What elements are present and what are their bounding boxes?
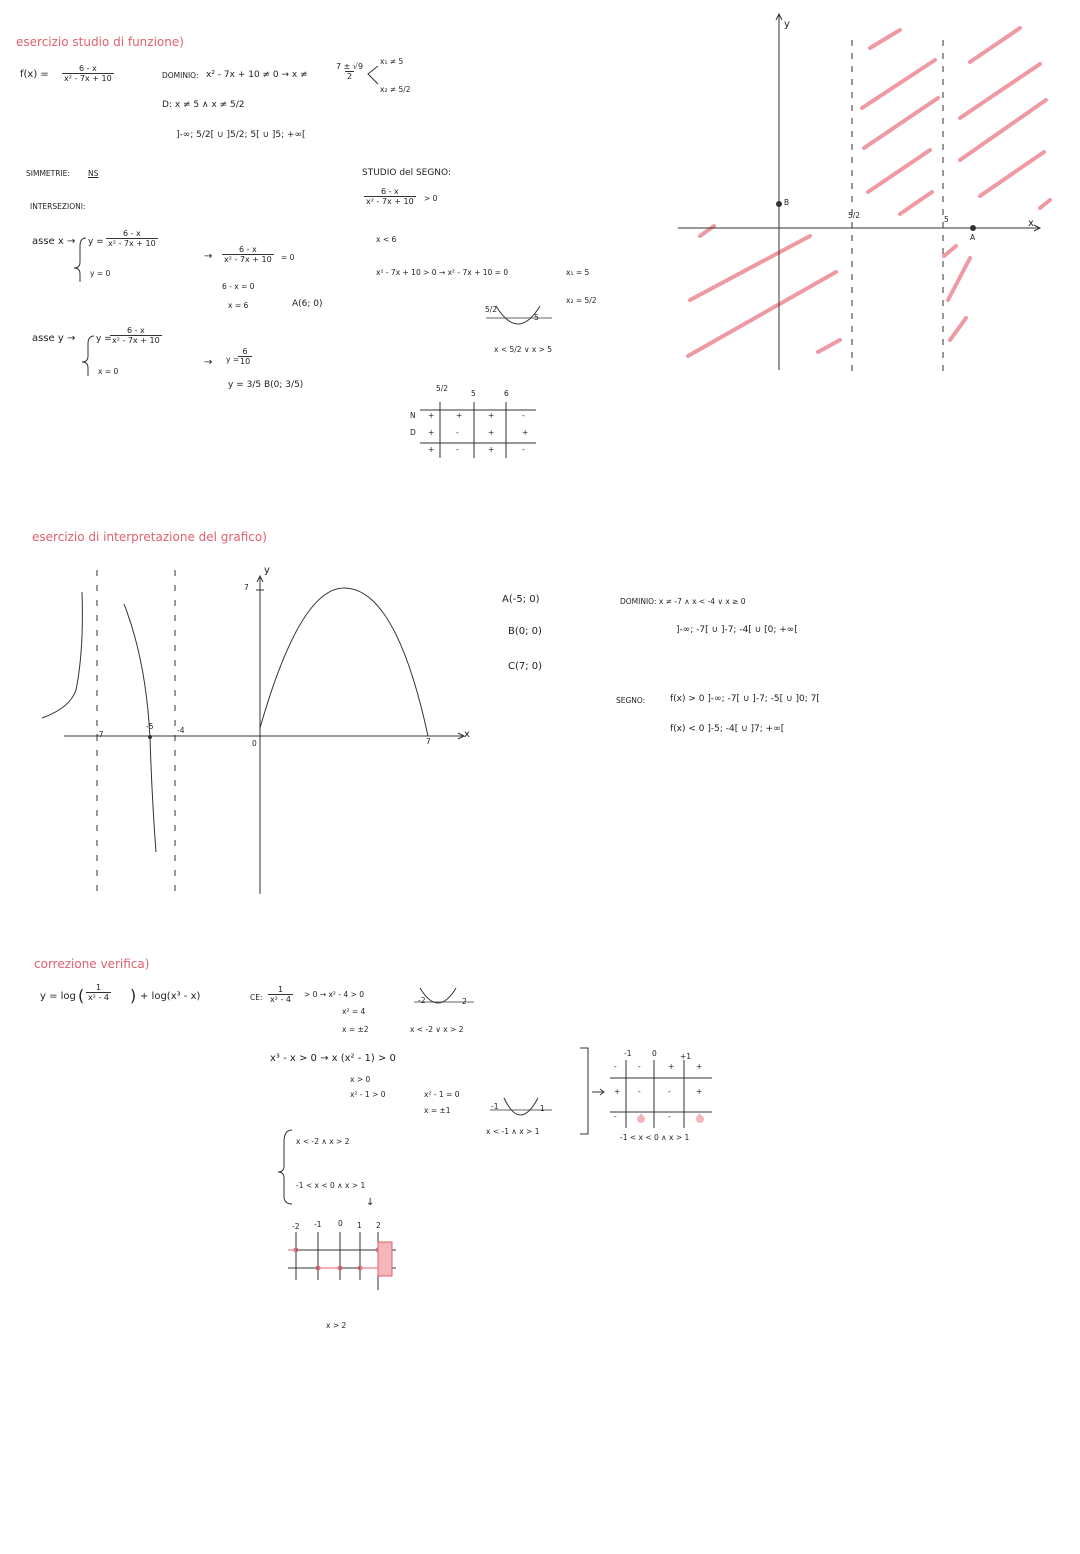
tab2-solution: -1 < x < 0 ∧ x > 1 xyxy=(620,1133,690,1142)
arrow-icon xyxy=(592,1089,604,1095)
simmetrie-label: SIMMETRIE: xyxy=(26,169,70,178)
table-cell: + xyxy=(668,1062,675,1071)
bracket xyxy=(580,1048,588,1134)
num-head: 1 xyxy=(357,1221,362,1230)
table-cell: + xyxy=(522,428,529,437)
tab2-head: +1 xyxy=(680,1052,692,1061)
paren-close: ) xyxy=(130,986,137,1005)
table-cell: + xyxy=(614,1087,621,1096)
table-cell: + xyxy=(428,411,435,420)
parabola-left-label: 5/2 xyxy=(485,305,498,314)
dominio-2-interval: ]-∞; -7[ ∪ ]-7; -4[ ∪ [0; +∞[ xyxy=(676,625,798,635)
point-label: B(0; 0) xyxy=(508,626,542,637)
parabola-sketch xyxy=(496,306,540,324)
domain-line: D: x ≠ 5 ∧ x ≠ 5/2 xyxy=(162,100,245,110)
graph-x-label: x xyxy=(1028,218,1034,229)
graph-52-label: 5/2 xyxy=(848,211,861,220)
parabola-right-label: 5 xyxy=(534,313,539,322)
curve-branch-3 xyxy=(260,588,428,736)
roots-denominator: 2 xyxy=(346,72,353,82)
table-head: 5 xyxy=(471,389,476,398)
asse-y-x0: x = 0 xyxy=(98,367,119,376)
point-label: C(7; 0) xyxy=(508,661,543,672)
axis-y-label: y xyxy=(264,565,270,576)
arrow-icon: → xyxy=(204,357,213,368)
table-cell: - xyxy=(456,445,459,454)
asse-x-den: x² - 7x + 10 xyxy=(108,239,156,249)
table-head: 6 xyxy=(504,389,509,398)
dominio-label: DOMINIO: xyxy=(162,71,199,80)
num-head: -1 xyxy=(314,1220,322,1229)
segno-2-positive: f(x) > 0 ]-∞; -7[ ∪ ]-7; -5[ ∪ ]0; 7[ xyxy=(670,694,820,704)
dominio-2: DOMINIO: x ≠ -7 ∧ x < -4 ∨ x ≥ 0 xyxy=(620,597,746,606)
down-arrow-icon: ↓ xyxy=(366,1197,375,1208)
table-cell: + xyxy=(488,445,495,454)
func3-den: x² - 4 xyxy=(88,993,110,1003)
parab2-left: -1 xyxy=(491,1102,499,1111)
parabola-sketch xyxy=(504,1098,538,1115)
section2-title: esercizio di interpretazione del grafico) xyxy=(32,530,267,544)
table-cell: - xyxy=(614,1112,617,1121)
table-cell: - xyxy=(522,445,525,454)
point-a-dot xyxy=(971,226,976,231)
point-label: A(-5; 0) xyxy=(502,594,540,605)
tick-label: 7 xyxy=(426,737,431,746)
table-cell: + xyxy=(456,411,463,420)
parab1-left: -2 xyxy=(418,996,426,1005)
final-answer: x > 2 xyxy=(326,1321,347,1330)
cube-step2: x > 0 xyxy=(350,1075,371,1084)
table-head: 5/2 xyxy=(436,384,449,393)
curve-branch-1 xyxy=(42,592,82,718)
axis-x-label: x xyxy=(464,729,470,740)
table-cell: + xyxy=(428,445,435,454)
section3-title: correzione verifica) xyxy=(34,957,150,971)
eq-den: x² - 7x + 10 xyxy=(224,255,272,265)
solution-highlight xyxy=(378,1242,392,1276)
ce-step1: > 0 → x² - 4 > 0 xyxy=(304,990,365,999)
eq-zero: = 0 xyxy=(281,253,295,262)
ce-solution1: x < -2 ∨ x > 2 xyxy=(410,1025,464,1034)
cube-solution: x < -1 ∧ x > 1 xyxy=(486,1127,540,1136)
table-cell: - xyxy=(638,1062,641,1071)
y-num: 6 xyxy=(242,347,248,356)
table-cell: - xyxy=(614,1062,617,1071)
tick-label: -7 xyxy=(96,730,104,739)
brace xyxy=(74,238,86,282)
tick-label: -5 xyxy=(146,722,154,731)
ce-den: x² - 4 xyxy=(270,995,292,1005)
segno-2-negative: f(x) < 0 ]-5; -4[ ∪ ]7; +∞[ xyxy=(670,724,785,734)
graph-y-label: y xyxy=(784,19,790,30)
segno-den: x² - 7x + 10 xyxy=(366,197,414,207)
table-cell: D xyxy=(410,428,416,437)
graph-a-label: A xyxy=(970,233,976,242)
asse-y-label: asse y → xyxy=(32,333,76,344)
segno-root2: x₂ = 5/2 xyxy=(566,296,597,305)
system-line2: -1 < x < 0 ∧ x > 1 xyxy=(296,1181,366,1190)
root-x2: x₂ ≠ 5/2 xyxy=(380,85,411,94)
y-den: 10 xyxy=(240,357,251,367)
table-cell: - xyxy=(522,411,525,420)
table-cell: + xyxy=(696,1062,703,1071)
table-cell: N xyxy=(410,411,416,420)
table-cell: + xyxy=(428,428,435,437)
hatch-region xyxy=(688,28,1050,356)
ce-num: 1 xyxy=(277,985,284,994)
tick-label: 0 xyxy=(252,739,257,748)
segno-title: STUDIO del SEGNO: xyxy=(362,168,452,178)
asse-y-den: x² - 7x + 10 xyxy=(112,336,160,346)
eq-num: 6 - x xyxy=(238,245,257,254)
segno-denominator-cond: x² - 7x + 10 > 0 → x² - 7x + 10 = 0 xyxy=(376,268,509,277)
table-cell: - xyxy=(668,1112,671,1121)
dominio-condition: x² - 7x + 10 ≠ 0 → x ≠ xyxy=(206,70,308,80)
cube-step3: x² - 1 > 0 xyxy=(350,1090,386,1099)
step-1: 6 - x = 0 xyxy=(222,282,255,291)
asse-y-y: y = xyxy=(96,334,112,344)
graph-5-label: 5 xyxy=(944,215,949,224)
tab2-head: -1 xyxy=(624,1049,632,1058)
table-cell: + xyxy=(696,1087,703,1096)
point-b: B(0; 3/5) xyxy=(264,380,304,390)
func3-prefix: y = log xyxy=(40,991,76,1002)
brace xyxy=(278,1130,292,1204)
ce-step2: x² = 4 xyxy=(342,1007,366,1016)
asse-x-label: asse x → xyxy=(32,236,76,247)
tick-label: 7 xyxy=(244,583,249,592)
step-2: x = 6 xyxy=(228,301,249,310)
parabola-sketch xyxy=(420,988,456,1003)
segno-root1: x₁ = 5 xyxy=(566,268,590,277)
func3-suffix: + log(x³ - x) xyxy=(140,991,201,1002)
ce-label: CE: xyxy=(250,993,263,1002)
paren-open: ( xyxy=(78,986,85,1005)
segno-solution: x < 5/2 ∨ x > 5 xyxy=(494,345,553,354)
point-a: A(6; 0) xyxy=(292,299,323,309)
root-x1: x₁ ≠ 5 xyxy=(380,57,404,66)
table-cell: - xyxy=(456,428,459,437)
tick-label: -4 xyxy=(177,726,185,735)
func3-num: 1 xyxy=(95,983,102,992)
parab1-right: 2 xyxy=(462,997,467,1006)
curve-branch-2 xyxy=(124,604,156,852)
function-label: f(x) = xyxy=(20,69,49,80)
table-cell: - xyxy=(668,1087,671,1096)
asse-x-y0: y = 0 xyxy=(90,269,111,278)
ce-step3: x = ±2 xyxy=(342,1025,369,1034)
parab2-right: 1 xyxy=(540,1104,545,1113)
roots-numerator: 7 ± √9 xyxy=(336,62,364,71)
point-b-dot xyxy=(777,202,782,207)
intersezioni-label: INTERSEZIONI: xyxy=(30,202,86,211)
y-eq: y = xyxy=(226,355,240,364)
segno-numerator-cond: x < 6 xyxy=(376,235,397,244)
num-head: 0 xyxy=(338,1219,343,1228)
point-dot xyxy=(149,736,152,739)
table-cell: + xyxy=(488,411,495,420)
segno-gt: > 0 xyxy=(424,194,438,203)
asse-x-num: 6 - x xyxy=(122,229,141,238)
asse-x-y: y = xyxy=(88,237,104,247)
y-result: y = 3/5 xyxy=(228,380,262,390)
function-denominator: x² - 7x + 10 xyxy=(64,74,112,84)
arrow-icon: → xyxy=(204,251,213,262)
segno-2-label: SEGNO: xyxy=(616,696,646,705)
highlight xyxy=(696,1115,704,1123)
brace xyxy=(82,336,94,376)
table-cell: + xyxy=(488,428,495,437)
system-line1: x < -2 ∧ x > 2 xyxy=(296,1137,350,1146)
cube-step1: x³ - x > 0 → x (x² - 1) > 0 xyxy=(270,1053,396,1064)
tab2-head: 0 xyxy=(652,1049,657,1058)
roots-brace xyxy=(368,66,378,84)
segno-num: 6 - x xyxy=(380,187,399,196)
cube-step5: x = ±1 xyxy=(424,1106,451,1115)
num-head: 2 xyxy=(376,1221,381,1230)
domain-interval: ]-∞; 5/2[ ∪ ]5/2; 5[ ∪ ]5; +∞[ xyxy=(176,130,306,140)
section1-title: esercizio studio di funzione) xyxy=(16,35,184,49)
table-cell: - xyxy=(638,1087,641,1096)
highlight xyxy=(637,1115,645,1123)
cube-step4: x² - 1 = 0 xyxy=(424,1090,460,1099)
function-numerator: 6 - x xyxy=(78,64,97,73)
simmetrie-value: NS xyxy=(88,169,99,178)
num-head: -2 xyxy=(292,1222,300,1231)
asse-y-num: 6 - x xyxy=(126,326,145,335)
graph-b-label: B xyxy=(784,198,790,207)
